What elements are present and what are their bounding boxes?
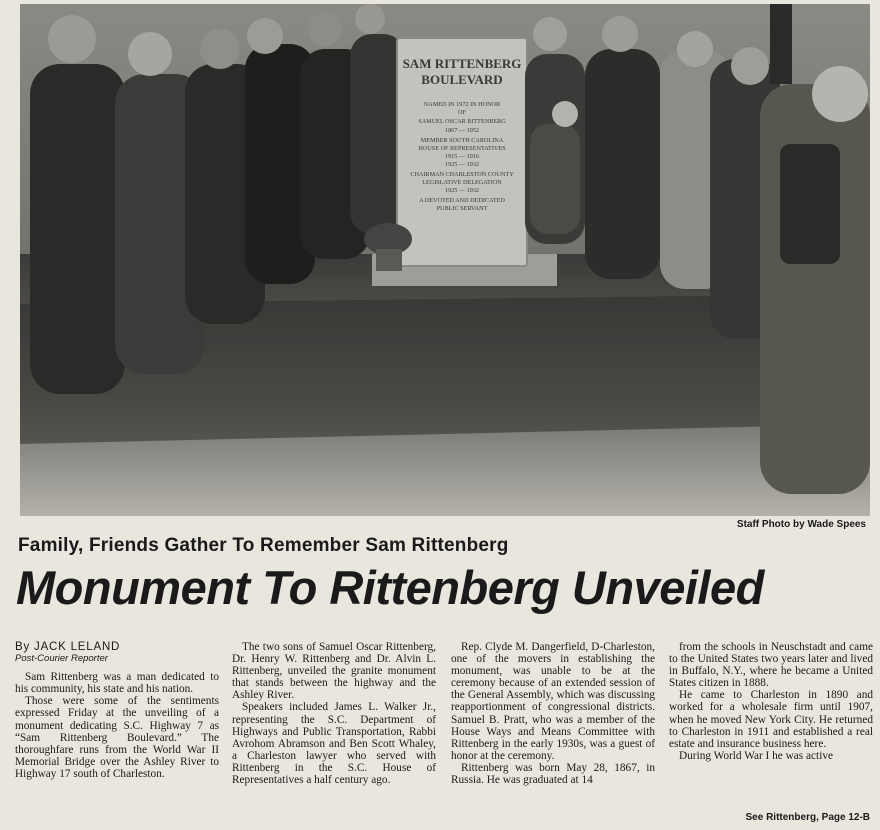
headline: Monument To Rittenberg Unveiled [16,561,764,614]
paragraph: Those were some of the sentiments expressed Friday at the unveiling of a monument dedicating S.C. Highway 7 as “Sam Rittenberg Boulevard.” The thoroughfare runs from the World War II Memorial Bridge over the Ashley River to Highway 17 south of Charleston. [15,695,219,780]
monument-line-14: A DEVOTED AND DEDICATED [419,197,505,204]
monument-line-8: HOUSE OF REPRESENTATIVES [418,145,506,152]
monument-line-11: CHAIRMAN CHARLESTON COUNTY [410,171,514,178]
pole [770,4,792,84]
paragraph: Rittenberg was born May 28, 1867, in Russia. He was graduated at 14 [451,761,655,787]
paragraph: During World War I he was active [679,749,833,762]
monument-line-13: 1925 — 1932 [444,187,480,194]
monument-line-10: 1925 — 1932 [444,161,480,168]
photo-credit: Staff Photo by Wade Spees [736,519,866,530]
monument-line-7: MEMBER SOUTH CAROLINA [420,137,504,144]
paragraph: Rep. Clyde M. Dangerfield, D-Charleston, one of the movers in establishing the monument, was unable to be at the ceremony because of an extended session of the General Assembly, which was discussing reapportionment of congressional districts. Samuel B. Pratt, who was a member of the House Ways and Means Committee with Rittenberg in the early 1930s, was a guest of honor at the ceremony. [451,641,655,762]
byline-role: Post-Courier Reporter [15,653,108,665]
monument-line-15: PUBLIC SERVANT [436,205,488,212]
monument-line-3: NAMED IN 1972 IN HONOR [423,101,501,108]
paragraph: The two sons of Samuel Oscar Rittenberg, Dr. Henry W. Rittenberg and Dr. Alvin L. Rittenberg, unveiled the granite monument that stands between the highway and the Ashley River. [232,641,436,702]
monument-line-1: SAM RITTENBERG [402,56,522,71]
byline: By JACK LELAND [15,641,121,653]
column-2 [232,641,436,819]
monument-line-4: OF [458,109,466,116]
monument-line-12: LEGISLATIVE DELEGATION [422,179,502,186]
paragraph: Sam Rittenberg was a man dedicated to his community, his state and his nation. [15,671,219,696]
column-3 [451,641,655,819]
monument-line-6: 1867 — 1952 [444,127,480,134]
column-4 [669,641,873,819]
monument-line-9: 1915 — 1916 [444,153,480,160]
paragraph: from the schools in Neuschstadt and came to the United States two years later and lived in Buffalo, N.Y., where he became a United States citizen in 1888. [669,641,873,690]
ceremony-photo-illustration [20,4,870,516]
article-body [15,641,875,821]
paragraph: Speakers included James L. Walker Jr., representing the S.C. Department of Highways and Public Transportation, Rabbi Avrohom Abramson and Ben Scott Whaley, a Charleston lawyer who served with Rittenberg in the S.C. House of Representatives a half century ago. [232,701,436,787]
news-photo [20,4,870,516]
subheadline: Family, Friends Gather To Remember Sam Rittenberg [18,535,509,556]
continuation-line: See Rittenberg, Page 12-B [745,812,870,823]
monument-line-2: BOULEVARD [421,72,503,87]
monument-line-5: SAMUEL OSCAR RITTENBERG [418,118,506,125]
column-1 [15,641,219,819]
paragraph: He came to Charleston in 1890 and worked for a wholesale firm until 1907, when he moved New York City. He returned to Charleston in 1911 and established a real estate and insurance business here. [669,689,873,750]
